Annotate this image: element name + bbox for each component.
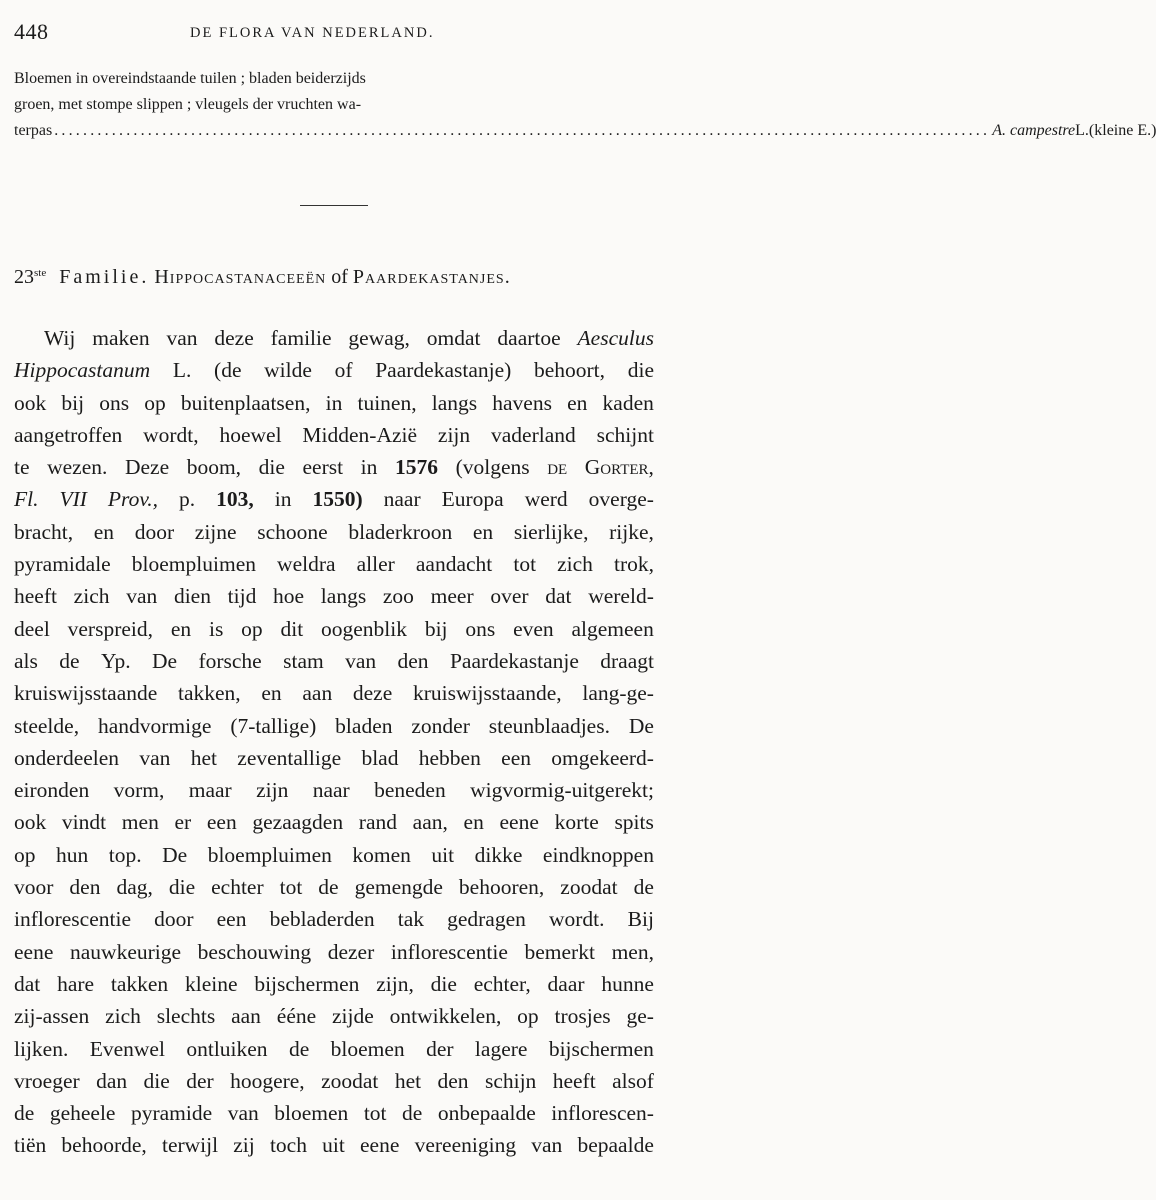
key-line-1: Bloemen in overeindstaande tuilen ; bladen beiderzijds bbox=[14, 70, 366, 87]
body-line: tiën behoorde, terwijl zij toch uit eene vereeniging van bepaalde bbox=[14, 1133, 654, 1158]
key-line-3 bbox=[14, 118, 1156, 144]
key-line-2: groen, met stompe slippen ; vleugels der vruchten wa- bbox=[14, 96, 362, 113]
body-line: eene nauwkeurige beschouwing dezer inflorescentie bemerkt men, bbox=[14, 939, 654, 964]
running-title: DE FLORA VAN NEDERLAND. bbox=[190, 25, 435, 41]
body-line: ook bij ons op buitenplaatsen, in tuinen, langs havens en kaden bbox=[14, 390, 654, 415]
key-line-3-text: terpas bbox=[14, 122, 53, 139]
body-line: op hun top. De bloempluimen komen uit dikke eindknoppen bbox=[14, 842, 654, 867]
family-word: Familie. bbox=[59, 266, 150, 288]
body-line: eironden vorm, maar zijn naar beneden wigvormig-uitgerekt; bbox=[14, 778, 654, 803]
body-line: heeft zich van dien tijd hoe langs zoo meer over dat wereld- bbox=[14, 584, 654, 609]
family-number: 23ste bbox=[14, 266, 47, 288]
body-line: onderdeelen van het zeventallige blad hebben een omgekeerd- bbox=[14, 745, 654, 770]
family-of: of bbox=[331, 266, 348, 288]
body-line: deel verspreid, en is op dit oogenblik bij ons even algemeen bbox=[14, 616, 654, 641]
family-heading bbox=[14, 266, 511, 289]
body-line: aangetroffen wordt, hoewel Midden-Azië zijn vaderland schijnt bbox=[14, 422, 654, 447]
species-author: L.(kleine E.) bbox=[1075, 122, 1156, 139]
body-line: Fl. VII Prov., p. 103, in 1550) naar Europa werd overge- bbox=[14, 487, 654, 512]
body-line: als de Yp. De forsche stam van den Paardekastanje draagt bbox=[14, 648, 654, 673]
body-line: kruiswijsstaande takken, en aan deze kruiswijsstaande, lang-ge- bbox=[14, 681, 654, 706]
body-line: inflorescentie door een bebladerden tak gedragen wordt. Bij bbox=[14, 907, 654, 932]
body-line: steelde, handvormige (7-tallige) bladen zonder steunblaadjes. De bbox=[14, 713, 654, 738]
body-line: lijken. Evenwel ontluiken de bloemen der lagere bijschermen bbox=[14, 1036, 654, 1061]
body-text bbox=[14, 322, 654, 1162]
key-entry bbox=[14, 66, 1156, 144]
body-line: zij-assen zich slechts aan ééne zijde ontwikkelen, op trosjes ge- bbox=[14, 1004, 654, 1029]
body-line: dat hare takken kleine bijschermen zijn, die echter, daar hunne bbox=[14, 971, 654, 996]
body-line: voor den dag, die echter tot de gemengde behooren, zoodat de bbox=[14, 875, 654, 900]
body-line: pyramidale bloempluimen weldra aller aandacht tot zich trok, bbox=[14, 552, 654, 577]
leader-dots: .................................................................................................................................. bbox=[54, 122, 991, 139]
body-line: ook vindt men er een gezaagden rand aan, en eene korte spits bbox=[14, 810, 654, 835]
body-line: de geheele pyramide van bloemen tot de onbepaalde inflorescen- bbox=[14, 1101, 654, 1126]
body-line: Wij maken van deze familie gewag, omdat daartoe Aesculus bbox=[44, 326, 654, 350]
body-line: te wezen. Deze boom, die eerst in 1576 (volgens de Gorter, bbox=[14, 455, 654, 480]
species-name: A. campestre bbox=[992, 122, 1076, 139]
body-line: vroeger dan die der hoogere, zoodat het den schijn heeft alsof bbox=[14, 1068, 654, 1093]
family-name: Hippocastanaceeën bbox=[154, 266, 327, 288]
body-line: Hippocastanum L. (de wilde of Paardekastanje) behoort, die bbox=[14, 358, 654, 383]
page-number: 448 bbox=[14, 19, 49, 44]
body-line: bracht, en door zijne schoone bladerkroon en sierlijke, rijke, bbox=[14, 519, 654, 544]
family-common-name: Paardekastanjes. bbox=[352, 266, 511, 288]
section-divider bbox=[300, 205, 368, 206]
